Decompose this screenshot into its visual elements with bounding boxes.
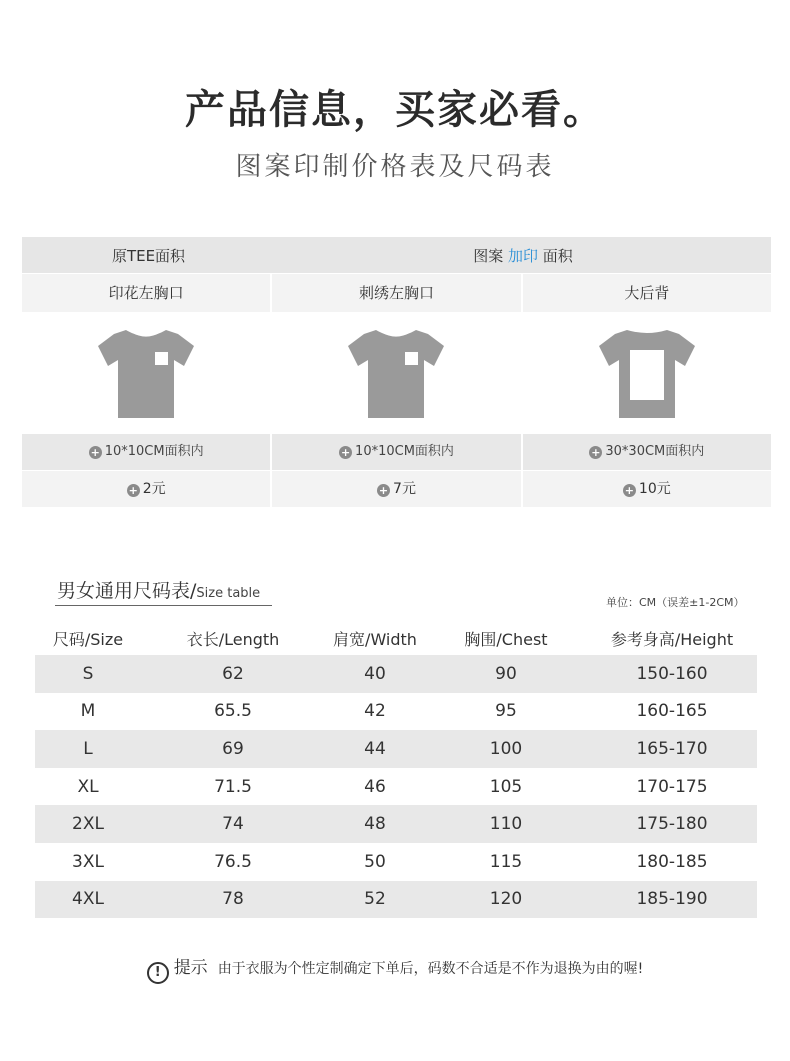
print-option-price: + 10元	[523, 470, 771, 507]
print-option-large-back	[521, 273, 771, 507]
print-option-area: + 10*10CM面积内	[22, 434, 270, 470]
size-table-title	[57, 576, 260, 603]
table-row	[35, 881, 757, 919]
tshirt-front-icon	[22, 312, 270, 434]
table-row	[35, 805, 757, 843]
table-cell: 76.5	[214, 851, 252, 872]
print-option-area: + 30*30CM面积内	[523, 434, 771, 470]
print-area-header-accent: 加印	[507, 246, 538, 265]
size-table	[35, 621, 757, 918]
table-cell: 175-180	[636, 814, 708, 835]
plus-circle-icon: +	[128, 484, 138, 497]
table-row	[35, 843, 757, 881]
table-cell: 110	[489, 814, 523, 835]
column-header: 尺码/Size	[52, 629, 124, 649]
notice-label: 提示	[173, 958, 208, 978]
column-header: 肩宽/Width	[333, 629, 417, 649]
unit-note: 单位：CM（误差±1-2CM）	[606, 596, 745, 609]
table-cell: 52	[364, 889, 386, 910]
table-cell: 170-175	[636, 776, 708, 797]
table-cell: 120	[489, 889, 523, 910]
table-cell: 48	[364, 814, 386, 835]
column-header: 衣长/Length	[186, 629, 280, 649]
table-header-row	[35, 621, 757, 655]
exclamation-circle-icon: !	[147, 962, 169, 984]
table-cell: 185-190	[636, 889, 708, 910]
table-cell: 3XL	[72, 851, 104, 872]
tshirt-front-icon	[272, 312, 520, 434]
column-header: 胸围/Chest	[464, 629, 548, 649]
table-cell: 150-160	[636, 663, 708, 684]
size-table-title-cn: 男女通用尺码表	[57, 580, 191, 602]
table-cell: S	[82, 663, 94, 684]
column-header: 参考身高/Height	[610, 629, 734, 649]
table-cell: 74	[222, 814, 244, 835]
table-cell: 42	[364, 701, 386, 722]
print-options	[22, 273, 771, 507]
size-table-title-en: Size table	[196, 586, 261, 601]
plus-circle-icon: +	[591, 446, 601, 459]
tee-area-header: 原TEE面积	[111, 246, 186, 265]
table-row	[35, 655, 757, 693]
notice-text: 由于衣服为个性定制确定下单后，码数不合适是不作为退换为由的喔!	[217, 961, 644, 977]
table-cell: L	[83, 738, 93, 759]
table-cell: 2XL	[72, 814, 104, 835]
print-option-name: 印花左胸口	[22, 273, 270, 312]
table-cell: XL	[77, 776, 99, 797]
notice	[0, 953, 790, 984]
plus-circle-icon: +	[378, 484, 389, 497]
table-cell: 105	[489, 776, 523, 797]
print-option-area: + 10*10CM面积内	[272, 434, 520, 470]
print-option-name: 大后背	[523, 273, 771, 312]
plus-circle-icon: +	[90, 446, 100, 459]
table-cell: 4XL	[72, 889, 104, 910]
table-cell: 115	[489, 851, 523, 872]
table-cell: 160-165	[636, 701, 708, 722]
table-cell: 95	[495, 701, 517, 722]
table-cell: 165-170	[636, 738, 708, 759]
tshirt-back-icon	[523, 312, 771, 434]
table-cell: 100	[489, 738, 523, 759]
table-cell: 62	[222, 663, 244, 684]
table-cell: 69	[222, 738, 244, 759]
print-option-price: + 7元	[272, 470, 520, 507]
print-area-header-prefix: 图案	[473, 246, 504, 265]
table-cell: 40	[364, 663, 386, 684]
table-cell: 46	[364, 776, 386, 797]
plus-circle-icon: +	[624, 484, 635, 497]
print-option-price: + 2元	[22, 470, 270, 507]
table-cell: 78	[222, 889, 244, 910]
title-divider	[55, 605, 272, 606]
table-cell: 65.5	[214, 701, 252, 722]
table-row	[35, 768, 757, 806]
print-option-left-chest-embroidery	[270, 273, 520, 507]
table-cell: 180-185	[636, 851, 708, 872]
table-cell: 71.5	[214, 776, 252, 797]
print-area-header-suffix: 面积	[542, 246, 573, 265]
page-title: 产品信息，买家必看。	[185, 87, 605, 133]
title-slash: /	[190, 580, 197, 602]
table-body	[35, 655, 757, 918]
print-option-name: 刺绣左胸口	[272, 273, 520, 312]
print-option-left-chest-print	[22, 273, 270, 507]
table-row	[35, 693, 757, 731]
table-row	[35, 730, 757, 768]
table-cell: 50	[364, 851, 386, 872]
page-subtitle: 图案印制价格表及尺码表	[235, 152, 555, 182]
table-cell: 44	[364, 738, 386, 759]
print-price-table	[22, 237, 771, 507]
print-area-header	[275, 245, 771, 266]
print-table-header	[22, 237, 771, 273]
table-cell: M	[80, 701, 96, 722]
plus-circle-icon: +	[340, 446, 351, 459]
table-cell: 90	[495, 663, 517, 684]
